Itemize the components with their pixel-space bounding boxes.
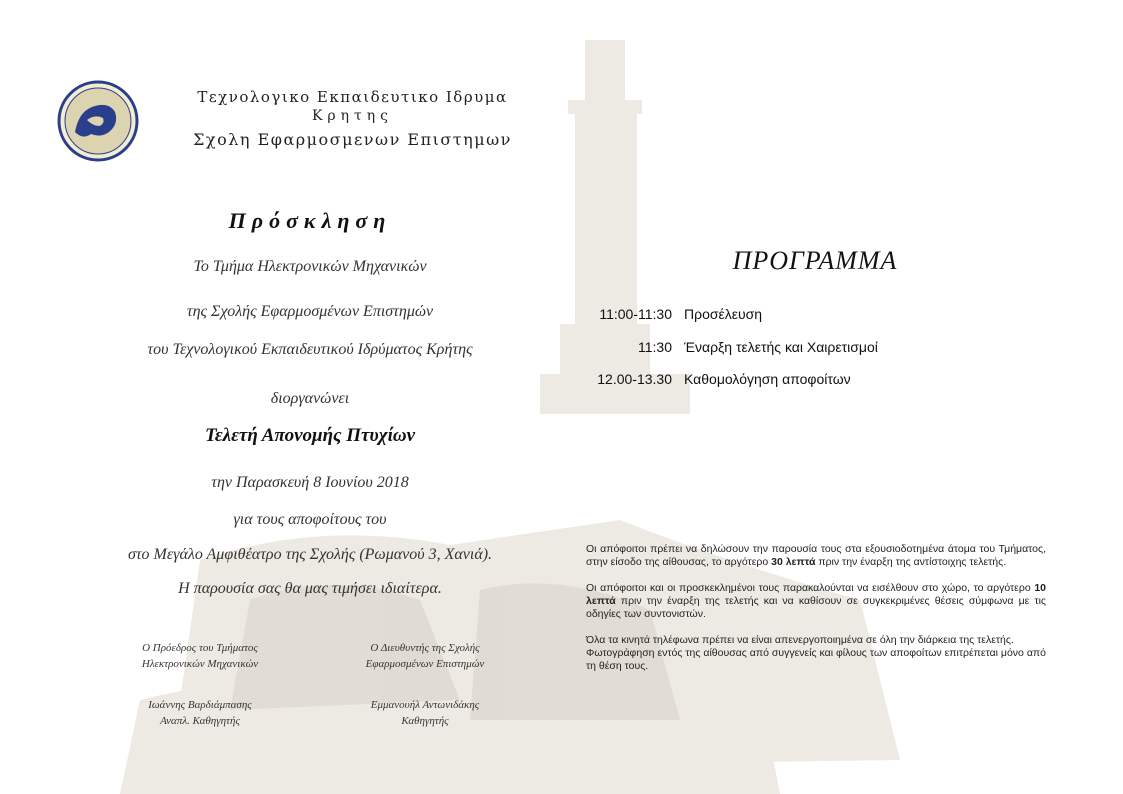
signature-right-role-line-1: Ο Διευθυντής της Σχολής bbox=[370, 642, 480, 654]
signature-left-role bbox=[95, 640, 305, 672]
invitation-line-1: Το Τμήμα Ηλεκτρονικών Μηχανικών bbox=[193, 258, 427, 275]
note-registration-deadline: 30 λεπτά bbox=[771, 556, 816, 568]
institution-name: Τεχνολογικο Εκπαιδευτικο Ιδρυμα bbox=[197, 88, 508, 106]
note-registration-text-end: πριν την έναρξη της αντίστοιχης τελετής. bbox=[815, 556, 1007, 568]
school-name: Σχολη Εφαρμοσμενων Επιστημων bbox=[193, 130, 512, 149]
program-time: 11:30 bbox=[638, 339, 672, 355]
institution-region: Κρητης bbox=[311, 108, 394, 124]
institution-logo bbox=[57, 80, 139, 162]
invitation-closing: Η παρουσία σας θα μας τιμήσει ιδιαίτερα. bbox=[178, 580, 442, 597]
invitation-line-2: της Σχολής Εφαρμοσμένων Επιστημών bbox=[186, 303, 434, 320]
program-row bbox=[586, 306, 986, 322]
program-activity: Έναρξη τελετής και Χαιρετισμοί bbox=[684, 339, 878, 355]
signature-right-title: Καθηγητής bbox=[401, 715, 449, 727]
signature-left-role-line-1: Ο Πρόεδρος του Τμήματος bbox=[142, 642, 258, 654]
program-row bbox=[586, 371, 986, 387]
note-registration-text: Οι απόφοιτοι πρέπει να δηλώσουν την παρουσία τους στα εξουσιοδοτημένα άτομα του Τμήματος, στην είσοδο της αίθουσας, το αργότερο bbox=[586, 543, 1046, 568]
program-activity: Καθομολόγηση αποφοίτων bbox=[684, 371, 851, 387]
signature-right-role-line-2: Εφαρμοσμένων Επιστημών bbox=[365, 658, 485, 670]
invitation-title: Πρόσκληση bbox=[228, 208, 392, 233]
note-seating bbox=[586, 582, 1046, 621]
program-activity: Προσέλευση bbox=[684, 306, 763, 322]
signature-left-name: Ιωάννης Βαρδιάμπασης bbox=[148, 699, 252, 711]
signature-left-title: Αναπλ. Καθηγητής bbox=[160, 715, 240, 727]
signature-right-role bbox=[320, 640, 530, 672]
note-seating-deadline: 10 λεπτά bbox=[586, 582, 1046, 607]
event-venue: στο Μεγάλο Αμφιθέατρο της Σχολής (Ρωμανού 3, Χανιά). bbox=[127, 546, 493, 563]
signature-right bbox=[320, 697, 530, 729]
signature-left bbox=[95, 697, 305, 729]
invitation-line-3: του Τεχνολογικού Εκπαιδευτικού Ιδρύματος Κρήτης bbox=[147, 341, 473, 358]
note-seating-text: Οι απόφοιτοι και οι προσκεκλημένοι τους παρακαλούνται να εισέλθουν στο χώρο, το αργότερο bbox=[586, 582, 1035, 594]
note-photography: Φωτογράφηση εντός της αίθουσας από συγγενείς και φίλους των αποφοίτων επιτρέπεται μόνο από τη θέση τους. bbox=[586, 647, 1046, 672]
program-title: ΠΡΟΓΡΑΜΜΑ bbox=[732, 246, 898, 275]
program-time: 11:00-11:30 bbox=[599, 306, 672, 322]
event-date: την Παρασκευή 8 Ιουνίου 2018 bbox=[211, 474, 409, 491]
signature-left-role-line-2: Ηλεκτρονικών Μηχανικών bbox=[141, 658, 259, 670]
attendance-notes bbox=[586, 543, 1046, 673]
event-name: Τελετή Απονομής Πτυχίων bbox=[204, 425, 416, 446]
program-time: 12.00-13.30 bbox=[597, 371, 672, 387]
note-phones: Όλα τα κινητά τηλέφωνα πρέπει να είναι απενεργοποιημένα σε όλη την διάρκεια της τελετής. bbox=[586, 634, 1014, 646]
event-audience: για τους αποφοίτους του bbox=[233, 511, 387, 528]
note-seating-text-end: πριν την έναρξη της τελετής και να καθίσουν σε συγκεκριμένες θέσεις σύμφωνα με τις οδηγίες των συντονιστών. bbox=[586, 595, 1046, 620]
signature-right-name: Εμμανουήλ Αντωνιδάκης bbox=[370, 699, 480, 711]
invitation-line-4: διοργανώνει bbox=[270, 390, 350, 407]
note-registration bbox=[586, 543, 1046, 569]
program-row bbox=[586, 339, 986, 355]
